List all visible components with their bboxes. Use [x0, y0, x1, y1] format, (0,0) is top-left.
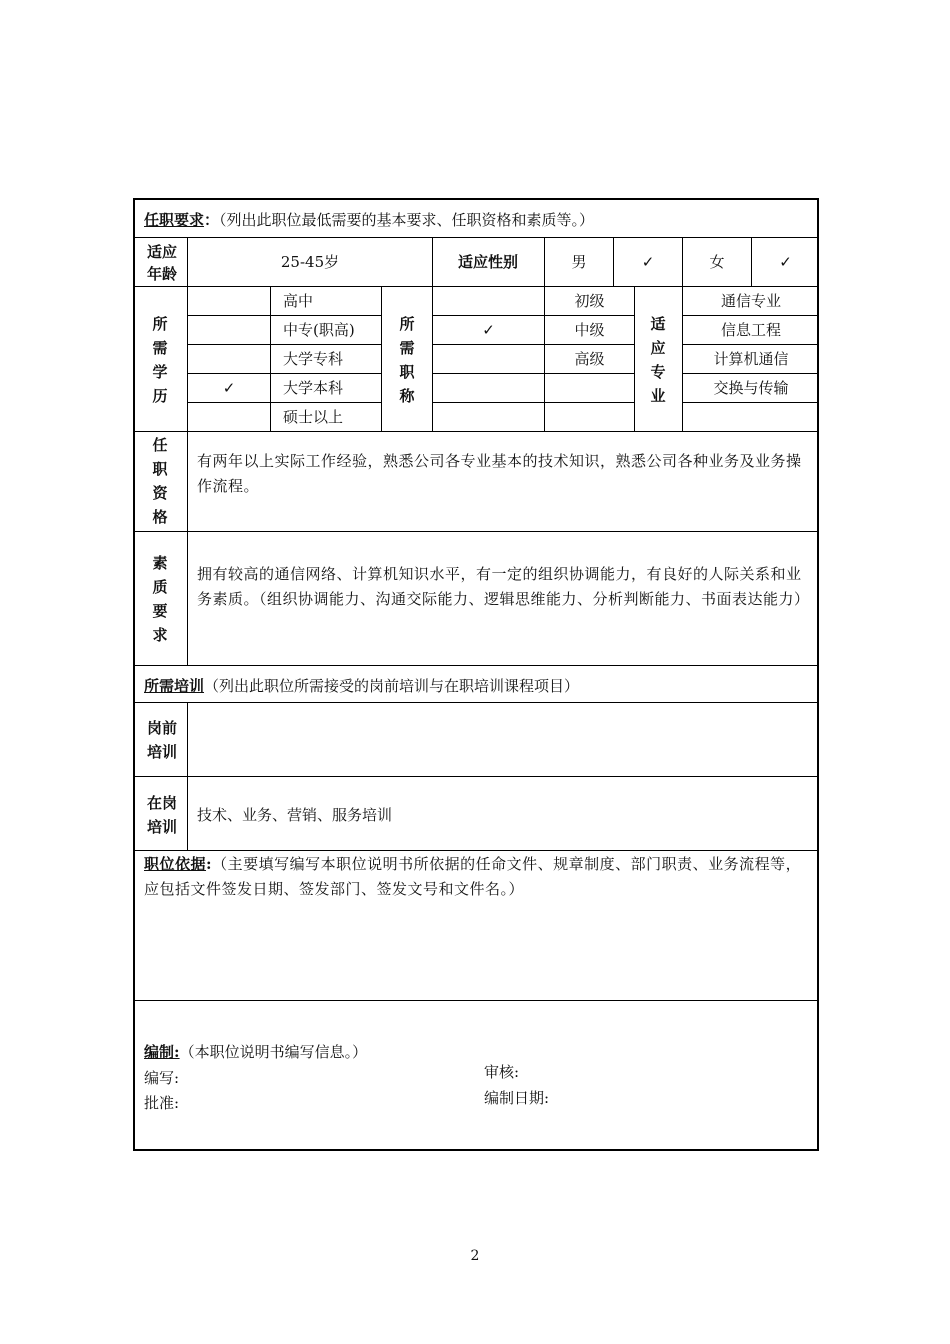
edu-check-icon: ✓ — [222, 379, 236, 397]
quality-label: 素 质 要 求 — [152, 554, 168, 644]
title-level: 中级 — [574, 321, 605, 339]
edu-level: 高中 — [283, 292, 314, 310]
age-label: 适应 年龄 — [146, 243, 177, 283]
reviewer-field: 审核: — [484, 1063, 520, 1081]
title-req-label: 所 需 职 称 — [399, 315, 415, 405]
compile-heading: 编制:（本职位说明书编写信息。） — [144, 1043, 368, 1061]
job-requirements-table — [133, 198, 819, 1151]
requirements-heading: 任职要求：（列出此职位最低需要的基本要求、任职资格和素质等。） — [144, 211, 595, 229]
age-value: 25-45岁 — [280, 253, 340, 271]
edu-level: 大学本科 — [283, 379, 344, 397]
gender-label: 适应性别 — [457, 253, 518, 271]
gender-female: 女 — [709, 253, 725, 271]
major-item: 交换与传输 — [713, 379, 789, 397]
male-check-icon: ✓ — [641, 253, 655, 271]
compile-date-field: 编制日期: — [484, 1089, 550, 1107]
quality-text: 拥有较高的通信网络、计算机知识水平，有一定的组织协调能力，有良好的人际关系和业务素质。（组织协调能力、沟通交际能力、逻辑思维能力、分析判断能力、书面表达能力） — [197, 565, 810, 608]
qualification-text: 有两年以上实际工作经验，熟悉公司各专业基本的技术知识，熟悉公司各种业务及业务操作流程。 — [197, 452, 802, 495]
approver-field: 批准: — [144, 1094, 180, 1112]
writer-field: 编写: — [144, 1069, 180, 1087]
training-heading: 所需培训（列出此职位所需接受的岗前培训与在职培训课程项目） — [144, 677, 580, 695]
edu-level: 硕士以上 — [283, 408, 344, 426]
title-level: 高级 — [574, 350, 605, 368]
basis-section: 职位依据:（主要填写编写本职位说明书所依据的任命文件、规章制度、部门职责、业务流程等，应包括文件签发日期、签发部门、签发文号和文件名。） — [144, 855, 802, 898]
qualification-label: 任 职 资 格 — [152, 436, 168, 526]
edu-level: 中专(职高) — [283, 321, 355, 339]
major-item: 计算机通信 — [713, 350, 789, 368]
title-level: 初级 — [574, 292, 605, 310]
gender-male: 男 — [571, 253, 587, 271]
on-training-text: 技术、业务、营销、服务培训 — [197, 806, 393, 824]
on-training-label: 在岗 培训 — [146, 794, 177, 836]
major-label: 适 应 专 业 — [650, 315, 666, 405]
major-item: 通信专业 — [720, 292, 781, 310]
page-number: 2 — [470, 1248, 480, 1264]
pre-training-label: 岗前 培训 — [146, 719, 177, 761]
title-check-icon: ✓ — [482, 321, 495, 339]
edu-level: 大学专科 — [283, 350, 344, 368]
major-item: 信息工程 — [720, 321, 781, 339]
female-check-icon: ✓ — [779, 253, 792, 271]
education-label: 所 需 学 历 — [152, 315, 168, 405]
